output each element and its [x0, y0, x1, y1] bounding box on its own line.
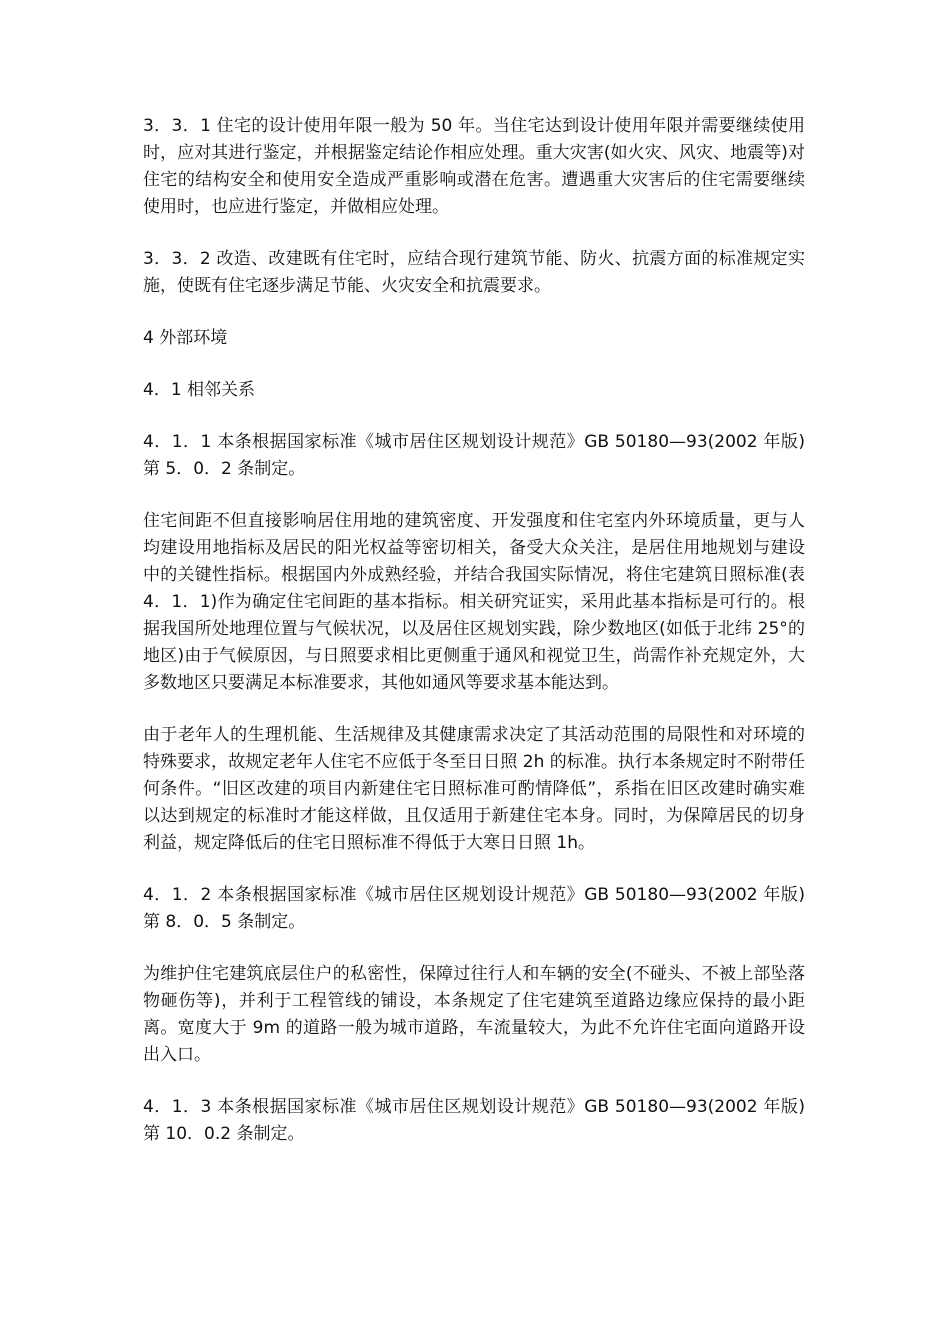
paragraph-road-distance: 为维护住宅建筑底层住户的私密性，保障过往行人和车辆的安全(不碰头、不被上部坠落物砸伤等)，并利于工程管线的铺设，本条规定了住宅建筑至道路边缘应保持的最小距离。宽度大于 9m 的道路一般为城市道路，车流量较大，为此不允许住宅面向道路开设出入口。 — [143, 964, 805, 1065]
section-heading-adjacency: 4．1 相邻关系 — [143, 380, 256, 400]
paragraph-elderly-sunlight: 由于老年人的生理机能、生活规律及其健康需求决定了其活动范围的局限性和对环境的特殊要求，故规定老年人住宅不应低于冬至日日照 2h 的标准。执行本条规定时不附带任何条件。“旧区改建的项目内新建住宅日照标准可酌情降低”，系指在旧区改建时确实难以达到规定的标准时才能这样做，且仅适用于新建住宅本身。同时，为保障居民的切身利益，规定降低后的住宅日照标准不得低于大寒日日照 1h。 — [143, 725, 805, 853]
paragraph-sunlight-spacing: 住宅间距不但直接影响居住用地的建筑密度、开发强度和住宅室内外环境质量，更与人均建设用地指标及居民的阳光权益等密切相关，备受大众关注，是居住用地规划与建设中的关键性指标。根据国内外成熟经验，并结合我国实际情况，将住宅建筑日照标准(表 4．1．1)作为确定住宅间距的基本指标。相关研究证实，采用此基本指标是可行的。根据我国所处地理位置与气候状况，以及居住区规划实践，除少数地区(如低于北纬 25°的地区)由于气候原因，与日照要求相比更侧重于通风和视觉卫生，尚需作补充规定外，大多数地区只要满足本标准要求，其他如通风等要求基本能达到。 — [143, 511, 805, 693]
document-body — [143, 113, 805, 1173]
clause-3-3-1: 3．3．1 住宅的设计使用年限一般为 50 年。当住宅达到设计使用年限并需要继续使用时，应对其进行鉴定，并根据鉴定结论作相应处理。重大灾害(如火灾、风灾、地震等)对住宅的结构安全和使用安全造成严重影响或潜在危害。遭遇重大灾害后的住宅需要继续使用时，也应进行鉴定，并做相应处理。 — [143, 116, 805, 217]
clause-4-1-3: 4．1．3 本条根据国家标准《城市居住区规划设计规范》GB 50180—93(2002 年版)第 10．0.2 条制定。 — [143, 1097, 805, 1144]
chapter-heading-external-environment: 4 外部环境 — [143, 328, 228, 348]
clause-4-1-1: 4．1．1 本条根据国家标准《城市居住区规划设计规范》GB 50180—93(2002 年版)第 5．0．2 条制定。 — [143, 432, 805, 479]
clause-3-3-2: 3．3．2 改造、改建既有住宅时，应结合现行建筑节能、防火、抗震方面的标准规定实施，使既有住宅逐步满足节能、火灾安全和抗震要求。 — [143, 249, 805, 296]
clause-4-1-2: 4．1．2 本条根据国家标准《城市居住区规划设计规范》GB 50180—93(2002 年版)第 8．0．5 条制定。 — [143, 885, 805, 932]
